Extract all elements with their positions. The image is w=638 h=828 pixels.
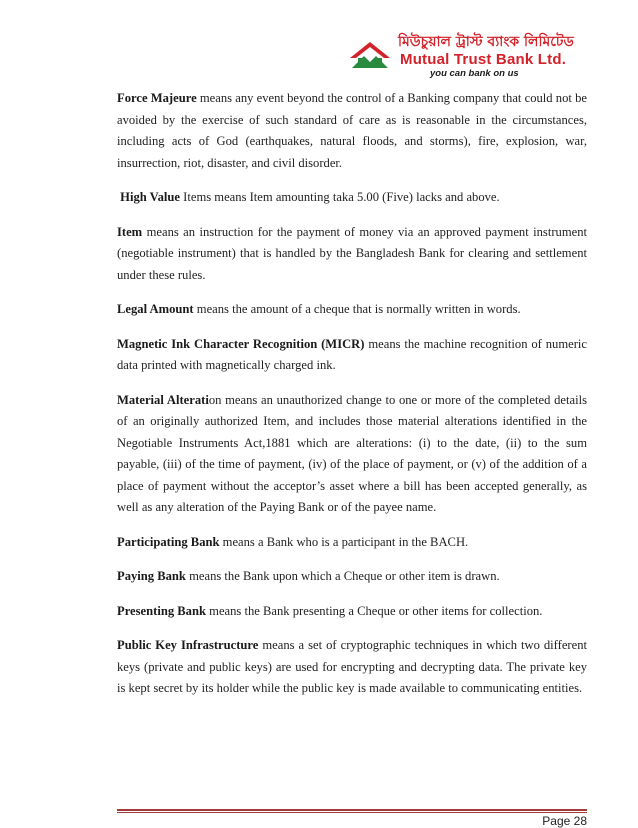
definition-paragraph <box>117 532 587 554</box>
definition-text: means an instruction for the payment of money via an approved payment instrument (negotiable instrument) that is handled by the Bangladesh Bank for clearing and settlement under these rules. <box>117 224 587 282</box>
definition-text: means a set of cryptographic techniques in which two different keys (private and public keys) are used for encrypting and decrypting data. The private key is kept secret by its holder while the public key is made available to communicating entities. <box>117 638 588 695</box>
definition-term: Participating Bank <box>117 534 220 549</box>
definition-paragraph <box>117 566 587 588</box>
definition-term: Legal Amount <box>117 302 194 316</box>
footer-divider-thin <box>117 812 587 813</box>
definition-paragraph <box>117 390 587 519</box>
definition-text: Items means Item amounting taka 5.00 (Five) lacks and above. <box>180 190 500 204</box>
definition-term: Material Alterati <box>117 392 209 407</box>
definition-text: means the amount of a cheque that is normally written in words. <box>193 302 521 316</box>
definition-paragraph <box>117 222 587 287</box>
definitions-body <box>117 88 587 713</box>
definition-text: means a Bank who is a participant in the BACH. <box>219 534 469 549</box>
definition-text: means the Bank presenting a Cheque or other items for collection. <box>206 603 543 618</box>
definition-paragraph <box>117 601 587 623</box>
logo-english-name: Mutual Trust Bank Ltd. <box>400 51 567 68</box>
logo-bangla-name: মিউচুয়াল ট্রাস্ট ব্যাংক লিমিটেড <box>398 34 574 50</box>
definition-paragraph <box>117 334 587 377</box>
definition-text: means the machine recognition of numeric data printed with magnetically charged ink. <box>117 336 588 372</box>
definition-paragraph <box>117 187 587 209</box>
definition-paragraph <box>117 635 587 700</box>
logo-tagline: you can bank on us <box>430 68 519 79</box>
bank-house-logo-icon <box>348 38 392 72</box>
definition-term: Public Key Infrastructure <box>117 638 259 652</box>
definition-term: Item <box>117 224 143 239</box>
definition-term: Force Majeure <box>117 91 197 105</box>
footer-divider <box>117 809 587 811</box>
definition-term: High Value <box>120 190 181 204</box>
definition-text: on means an unauthorized change to one or more of the completed details of an originally authorized Item, and includes those material alterations identified in the Negotiable Instruments Act,1881 which are alterations: (i) to the date, (ii) to the sum payable, (iii) of the time of payment, (iv) of the place of payment, or (v) of the addition of a place of payment without the acceptor’s asset where a bill has been accepted generally, as well as any alteration of the Paying Bank or of the payee name. <box>117 392 587 514</box>
definition-term: Magnetic Ink Character Recognition (MICR) <box>117 336 365 351</box>
definition-term: Presenting Bank <box>117 603 206 618</box>
definition-text: means any event beyond the control of a Banking company that could not be avoided by the exercise of such standard of care as is reasonable in the circumstances, including acts of God (earthquakes, natural floods, and storms), fire, explosion, war, insurrection, riot, disaster, and civil disorder. <box>117 91 587 170</box>
page-number: Page 28 <box>542 814 587 828</box>
definition-paragraph <box>117 88 587 174</box>
definition-text: means the Bank upon which a Cheque or other item is drawn. <box>185 569 500 583</box>
definition-term: Paying Bank <box>117 569 186 583</box>
definition-paragraph <box>117 299 587 321</box>
bank-logo <box>348 34 588 78</box>
